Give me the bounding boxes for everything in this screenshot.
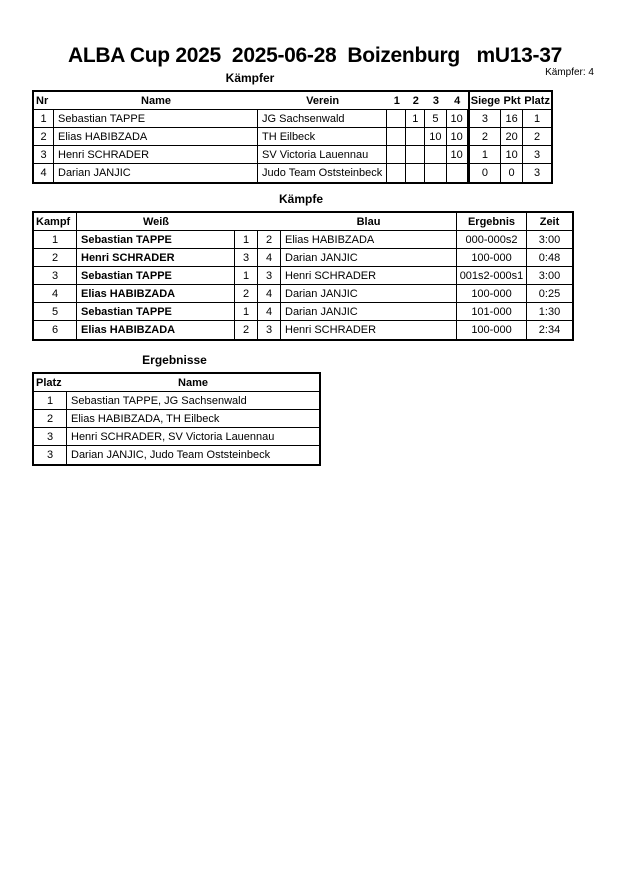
siege-cell: 0 [468, 164, 501, 182]
platz-cell: 3 [534, 167, 541, 179]
result-vs-2-cell: 1 [406, 110, 425, 128]
white-fighter-cell: Elias HABIBZADA [77, 285, 235, 303]
pkt-cell: 16 [501, 110, 523, 128]
platz-cell: 1 [523, 110, 551, 128]
blue-nr-cell: 3 [258, 321, 281, 339]
platz-cell: 2 [523, 128, 551, 146]
kaempfer-table [32, 90, 553, 184]
result-vs-3-cell [425, 146, 446, 164]
match-nr-cell: 6 [34, 321, 77, 339]
col-header-opponent-4: 4 [447, 92, 468, 110]
siege-cell: 2 [468, 128, 501, 146]
kaempfer-table-container [32, 90, 553, 184]
match-nr-cell: 5 [34, 303, 77, 321]
result-vs-3-cell: 10 [425, 128, 446, 146]
blue-nr-cell: 2 [258, 231, 281, 249]
placement-name-cell: Elias HABIBZADA, TH Eilbeck [67, 410, 319, 428]
result-vs-1-cell [387, 128, 406, 146]
blue-nr-cell: 4 [258, 249, 281, 267]
col-header-nr: Nr [34, 92, 54, 110]
pkt-cell: 10 [501, 146, 523, 164]
match-result-cell: 001s2-000s1 [457, 267, 527, 285]
match-time-cell: 2:34 [538, 324, 561, 336]
placement-rank-cell: 3 [34, 428, 67, 446]
kaempfe-table [32, 211, 574, 341]
ergebnisse-header-row [34, 374, 319, 392]
result-vs-4-cell [447, 164, 468, 182]
placement-rank-cell: 1 [34, 392, 67, 410]
blue-fighter-cell: Henri SCHRADER [281, 267, 457, 285]
blue-fighter-cell: Darian JANJIC [281, 303, 457, 321]
siege-cell: 1 [468, 146, 501, 164]
placement-rank-cell: 2 [34, 410, 67, 428]
fighter-name-cell: Sebastian TAPPE [54, 110, 258, 128]
result-vs-3-cell: 5 [425, 110, 446, 128]
result-vs-2-cell [406, 146, 425, 164]
kaempfe-table-container [32, 211, 574, 341]
match-result-cell: 100-000 [457, 321, 527, 339]
match-row [34, 321, 572, 339]
match-time-cell: 3:00 [527, 231, 572, 249]
kaempfe-header-row [34, 213, 572, 231]
match-nr-cell: 4 [34, 285, 77, 303]
result-vs-4-cell: 10 [447, 146, 468, 164]
ergebnisse-section-title: Ergebnisse [142, 353, 207, 367]
fighter-nr-cell: 2 [34, 128, 54, 146]
placement-rank-cell: 3 [34, 446, 67, 464]
match-result-cell: 000-000s2 [457, 231, 527, 249]
fighter-club-cell: SV Victoria Lauennau [258, 146, 387, 164]
fighter-nr-cell: 4 [34, 164, 54, 182]
placement-row [34, 392, 319, 410]
white-nr-cell: 1 [235, 303, 258, 321]
placement-name-cell: Henri SCHRADER, SV Victoria Lauennau [67, 428, 319, 446]
match-time-cell: 0:48 [527, 249, 572, 267]
match-result-cell: 100-000 [457, 249, 527, 267]
col-header-siege: Siege [468, 92, 501, 110]
siege-cell: 3 [468, 110, 501, 128]
fighter-nr-cell: 1 [34, 110, 54, 128]
white-nr-cell: 3 [235, 249, 258, 267]
placement-row [34, 428, 319, 446]
result-vs-4-cell: 10 [447, 128, 468, 146]
blue-nr-cell: 4 [258, 285, 281, 303]
result-vs-2-cell [406, 164, 425, 182]
placement-row [34, 446, 319, 464]
col-header-ergebnis: Ergebnis [457, 213, 527, 231]
match-result-cell: 101-000 [457, 303, 527, 321]
fighter-row [34, 146, 551, 164]
placement-name-cell: Sebastian TAPPE, JG Sachsenwald [67, 392, 319, 410]
placement-name-cell: Darian JANJIC, Judo Team Oststeinbeck [71, 449, 271, 461]
white-fighter-cell: Elias HABIBZADA [77, 321, 235, 339]
fighter-count-label: Kämpfer: 4 [545, 67, 594, 78]
white-fighter-cell: Sebastian TAPPE [77, 267, 235, 285]
ergebnisse-table [32, 372, 321, 466]
col-header-verein: Verein [258, 92, 387, 110]
blue-fighter-cell: Elias HABIBZADA [281, 231, 457, 249]
kaempfer-section-title: Kämpfer [225, 71, 275, 85]
fighter-nr-cell: 3 [34, 146, 54, 164]
fighter-name-cell: Darian JANJIC [54, 164, 258, 182]
match-row [34, 285, 572, 303]
result-vs-3-cell [425, 164, 446, 182]
kaempfer-header-row [34, 92, 551, 110]
match-row [34, 267, 572, 285]
white-nr-cell: 1 [235, 231, 258, 249]
match-row [34, 231, 572, 249]
fighter-club-cell: TH Eilbeck [258, 128, 387, 146]
pkt-cell: 20 [501, 128, 523, 146]
placement-row [34, 410, 319, 428]
result-vs-4-cell: 10 [447, 110, 468, 128]
fighter-row [34, 128, 551, 146]
white-nr-cell: 1 [235, 267, 258, 285]
match-time-cell: 3:00 [527, 267, 572, 285]
col-header-pkt: Pkt [501, 92, 523, 110]
result-vs-1-cell [387, 110, 406, 128]
result-vs-1-cell [387, 146, 406, 164]
result-vs-2-cell [406, 128, 425, 146]
match-row [34, 249, 572, 267]
match-nr-cell: 3 [34, 267, 77, 285]
fighter-club-cell: JG Sachsenwald [258, 110, 387, 128]
match-time-cell: 1:30 [527, 303, 572, 321]
white-fighter-cell: Sebastian TAPPE [77, 231, 235, 249]
col-header-name: Name [54, 92, 258, 110]
col-header-blau-nr [258, 213, 281, 231]
col-header-platz: Platz [34, 374, 67, 392]
white-fighter-cell: Sebastian TAPPE [77, 303, 235, 321]
fighter-name-cell: Elias HABIBZADA [54, 128, 258, 146]
ergebnisse-table-container [32, 372, 321, 466]
match-nr-cell: 2 [34, 249, 77, 267]
match-time-cell: 0:25 [527, 285, 572, 303]
col-header-opponent-1: 1 [387, 92, 406, 110]
fighter-row [34, 110, 551, 128]
col-header-opponent-2: 2 [406, 92, 425, 110]
platz-cell: 3 [523, 146, 551, 164]
col-header-kampf: Kampf [34, 213, 77, 231]
white-fighter-cell: Henri SCHRADER [77, 249, 235, 267]
blue-nr-cell: 3 [258, 267, 281, 285]
match-row [34, 303, 572, 321]
pkt-cell: 0 [501, 164, 523, 182]
col-header-blau: Blau [281, 213, 457, 231]
fighter-name-cell: Henri SCHRADER [54, 146, 258, 164]
col-header-name: Name [67, 374, 319, 392]
white-nr-cell: 2 [235, 285, 258, 303]
col-header-weiss-nr [235, 213, 258, 231]
col-header-zeit: Zeit [527, 213, 572, 231]
blue-nr-cell: 4 [258, 303, 281, 321]
fighter-club-cell: Judo Team Oststeinbeck [258, 164, 387, 182]
col-header-weiss: Weiß [77, 213, 235, 231]
kaempfe-section-title: Kämpfe [278, 192, 323, 206]
blue-fighter-cell: Darian JANJIC [281, 285, 457, 303]
blue-fighter-cell: Darian JANJIC [281, 249, 457, 267]
blue-fighter-cell: Henri SCHRADER [281, 321, 457, 339]
col-header-platz: Platz [523, 92, 551, 110]
white-nr-cell: 2 [235, 321, 258, 339]
col-header-opponent-3: 3 [425, 92, 446, 110]
fighter-row [34, 164, 551, 182]
match-nr-cell: 1 [34, 231, 77, 249]
result-vs-1-cell [387, 164, 406, 182]
page-title: ALBA Cup 2025 2025-06-28 Boizenburg mU13-37 [68, 44, 562, 67]
match-result-cell: 100-000 [457, 285, 527, 303]
